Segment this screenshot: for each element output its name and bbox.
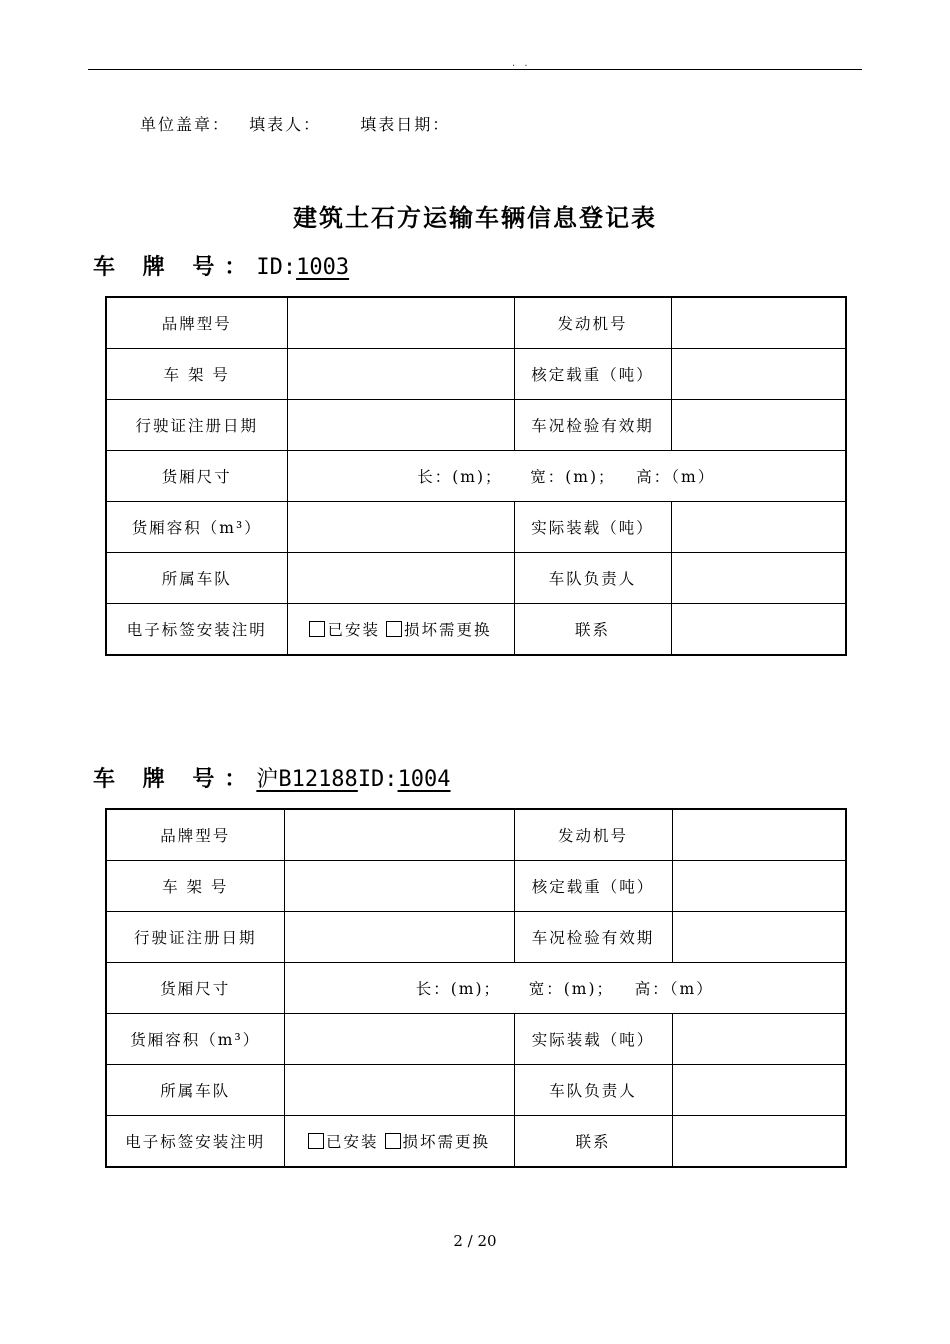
- volume-label: 货厢容积（m³）: [106, 502, 287, 553]
- fleet-leader-label: 车队负责人: [514, 1065, 672, 1116]
- brand-field[interactable]: [287, 297, 514, 349]
- tag-label: 电子标签安装注明: [106, 604, 287, 656]
- header-dots: . .: [512, 58, 531, 69]
- plate-heading-2: [93, 762, 451, 793]
- vehicle-table-2: [105, 808, 847, 1168]
- table-row: [106, 451, 846, 502]
- license-date-label: 行驶证注册日期: [106, 912, 284, 963]
- id-value: 1003: [296, 255, 350, 280]
- inspect-field[interactable]: [671, 400, 846, 451]
- volume-field[interactable]: [284, 1014, 514, 1065]
- fleet-leader-label: 车队负责人: [514, 553, 671, 604]
- table-row: [106, 1014, 846, 1065]
- plate-label: 车 牌 号：: [93, 254, 257, 280]
- load-actual-field[interactable]: [672, 1014, 846, 1065]
- table-row: [106, 1065, 846, 1116]
- load-rated-field[interactable]: [672, 861, 846, 912]
- installed-option-label: 已安装: [325, 1133, 379, 1151]
- header-rule: [88, 69, 862, 70]
- fill-date-label: 填表日期：: [360, 115, 451, 134]
- fleet-label: 所属车队: [106, 1065, 284, 1116]
- brand-label: 品牌型号: [106, 297, 287, 349]
- fleet-label: 所属车队: [106, 553, 287, 604]
- load-rated-label: 核定载重（吨）: [514, 349, 671, 400]
- volume-field[interactable]: [287, 502, 514, 553]
- fleet-field[interactable]: [284, 1065, 514, 1116]
- tag-options: [287, 604, 514, 656]
- plate-label: 车 牌 号：: [93, 766, 257, 792]
- fleet-field[interactable]: [287, 553, 514, 604]
- vehicle-table-1: [105, 296, 847, 656]
- inspect-field[interactable]: [672, 912, 846, 963]
- plate-heading-1: [93, 250, 349, 281]
- replace-option-label: 损坏需更换: [404, 621, 492, 639]
- frame-field[interactable]: [287, 349, 514, 400]
- contact-label: 联系: [514, 604, 671, 656]
- table-row: [106, 963, 846, 1014]
- brand-label: 品牌型号: [106, 809, 284, 861]
- engine-field[interactable]: [672, 809, 846, 861]
- id-key: ID:: [357, 767, 398, 792]
- inspect-label: 车况检验有效期: [514, 912, 672, 963]
- size-field[interactable]: 长：(m)； 宽：(m)； 高：（m）: [287, 451, 846, 502]
- fleet-leader-field[interactable]: [672, 1065, 846, 1116]
- table-row: [106, 553, 846, 604]
- license-date-field[interactable]: [287, 400, 514, 451]
- table-row: [106, 912, 846, 963]
- plate-number: 沪B12188: [256, 767, 358, 792]
- size-label: 货厢尺寸: [106, 963, 284, 1014]
- load-rated-field[interactable]: [671, 349, 846, 400]
- contact-field[interactable]: [671, 604, 846, 656]
- engine-label: 发动机号: [514, 297, 671, 349]
- top-info-line: [140, 112, 462, 135]
- brand-field[interactable]: [284, 809, 514, 861]
- contact-field[interactable]: [672, 1116, 846, 1168]
- seal-label: 单位盖章：: [140, 115, 231, 134]
- fleet-leader-field[interactable]: [671, 553, 846, 604]
- table-row: [106, 861, 846, 912]
- frame-label: 车 架 号: [106, 861, 284, 912]
- replace-checkbox[interactable]: [386, 621, 402, 637]
- table-row: [106, 502, 846, 553]
- load-actual-label: 实际装载（吨）: [514, 1014, 672, 1065]
- load-actual-label: 实际装载（吨）: [514, 502, 671, 553]
- table-row: [106, 604, 846, 656]
- tag-options: [284, 1116, 514, 1168]
- engine-field[interactable]: [671, 297, 846, 349]
- load-rated-label: 核定载重（吨）: [514, 861, 672, 912]
- engine-label: 发动机号: [514, 809, 672, 861]
- inspect-label: 车况检验有效期: [514, 400, 671, 451]
- installed-checkbox[interactable]: [309, 621, 325, 637]
- table-row: [106, 1116, 846, 1168]
- document-title: 建筑土石方运输车辆信息登记表: [293, 203, 657, 232]
- page-number: 2 / 20: [453, 1232, 497, 1250]
- frame-field[interactable]: [284, 861, 514, 912]
- installed-option-label: 已安装: [327, 621, 380, 639]
- size-label: 货厢尺寸: [106, 451, 287, 502]
- volume-label: 货厢容积（m³）: [106, 1014, 284, 1065]
- tag-label: 电子标签安装注明: [106, 1116, 284, 1168]
- table-row: [106, 400, 846, 451]
- load-actual-field[interactable]: [671, 502, 846, 553]
- size-field[interactable]: 长：(m)； 宽：(m)； 高：（m）: [284, 963, 846, 1014]
- installed-checkbox[interactable]: [308, 1133, 324, 1149]
- table-row: [106, 297, 846, 349]
- license-date-field[interactable]: [284, 912, 514, 963]
- frame-label: 车 架 号: [106, 349, 287, 400]
- replace-option-label: 损坏需更换: [402, 1133, 491, 1151]
- id-value: 1004: [397, 767, 451, 792]
- table-row: [106, 809, 846, 861]
- replace-checkbox[interactable]: [385, 1133, 401, 1149]
- table-row: [106, 349, 846, 400]
- id-key: ID:: [256, 255, 297, 280]
- filler-label: 填表人：: [249, 115, 322, 134]
- contact-label: 联系: [514, 1116, 672, 1168]
- license-date-label: 行驶证注册日期: [106, 400, 287, 451]
